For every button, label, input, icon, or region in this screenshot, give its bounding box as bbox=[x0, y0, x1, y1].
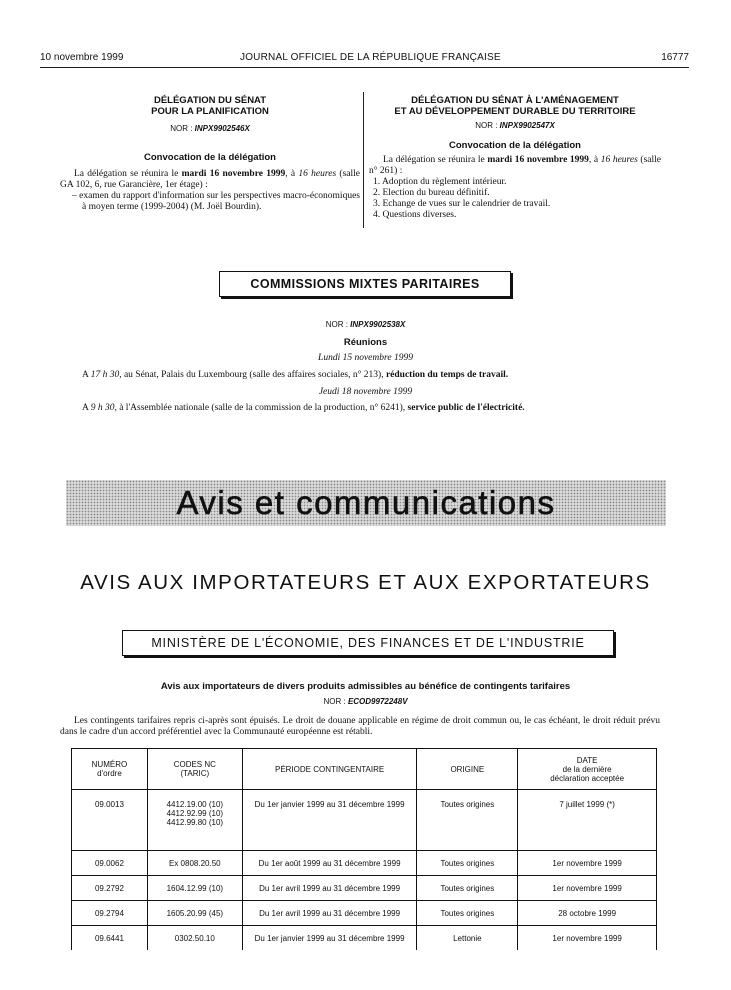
list-item: 4. Questions diverses. bbox=[373, 210, 457, 220]
meeting-date-1: Lundi 15 novembre 1999 bbox=[318, 353, 413, 363]
left-nor: NOR : INPX9902546X bbox=[170, 124, 250, 133]
avis-subtitle: Avis aux importateurs de divers produits admissibles au bénéfice de contingents tarifaires bbox=[160, 681, 571, 692]
right-paragraph: La délégation se réunira le mardi 16 novembre 1999, à 16 heures (salle n° 261) : bbox=[369, 155, 661, 176]
col-date: DATE de la dernière déclaration acceptée bbox=[518, 749, 657, 790]
cell-periode: Du 1er avril 1999 au 31 décembre 1999 bbox=[242, 901, 417, 926]
table-row bbox=[72, 790, 657, 851]
left-paragraph: La délégation se réunira le mardi 16 novembre 1999, à 16 heures (salle GA 102, 6, rue Garancière, 1er étage) : bbox=[60, 169, 361, 190]
cell-periode: Du 1er janvier 1999 au 31 décembre 1999 bbox=[242, 790, 417, 851]
cell-codes: 1604.12.99 (10) bbox=[147, 876, 242, 901]
cell-numero: 09.2792 bbox=[72, 876, 148, 901]
right-title-line1: DÉLÉGATION DU SÉNAT À L'AMÉNAGEMENT bbox=[411, 95, 619, 106]
reunions-heading: Réunions bbox=[343, 337, 388, 348]
cell-codes: Ex 0808.20.50 bbox=[147, 851, 242, 876]
left-convocation: Convocation de la délégation bbox=[144, 152, 276, 163]
cell-origine: Toutes origines bbox=[417, 790, 518, 851]
meeting-date-2: Jeudi 18 novembre 1999 bbox=[318, 387, 413, 397]
cell-periode: Du 1er avril 1999 au 31 décembre 1999 bbox=[242, 876, 417, 901]
col-codes: CODES NC (TARIC) bbox=[147, 749, 242, 790]
cell-date: 1er novembre 1999 bbox=[518, 851, 657, 876]
meeting-2: A 9 h 30, à l'Assemblée nationale (salle de la commission de la production, n° 6241), service public de l'électricité. bbox=[82, 403, 525, 413]
cell-origine: Lettonie bbox=[417, 926, 518, 951]
cell-date: 1er novembre 1999 bbox=[518, 876, 657, 901]
col-origine: ORIGINE bbox=[417, 749, 518, 790]
cell-date: 28 octobre 1999 bbox=[518, 901, 657, 926]
cell-origine: Toutes origines bbox=[417, 876, 518, 901]
ministry-box: MINISTÈRE DE L'ÉCONOMIE, DES FINANCES ET DE L'INDUSTRIE bbox=[122, 630, 614, 656]
list-item: 1. Adoption du règlement intérieur. bbox=[373, 177, 507, 187]
left-agenda-list bbox=[60, 191, 360, 213]
cell-date: 1er novembre 1999 bbox=[518, 926, 657, 951]
table-row bbox=[72, 901, 657, 926]
senate-territory-delegation bbox=[369, 96, 661, 221]
cell-date: 7 juillet 1999 (*) bbox=[518, 790, 657, 851]
cell-codes: 4412.19.00 (10) 4412.92.99 (10) 4412.99.80 (10) bbox=[147, 790, 242, 851]
col-periode: PÉRIODE CONTINGENTAIRE bbox=[242, 749, 417, 790]
page-number: 16777 bbox=[661, 52, 689, 63]
list-item: 3. Echange de vues sur le calendrier de travail. bbox=[373, 199, 551, 209]
right-title-line2: ET AU DÉVELOPPEMENT DURABLE DU TERRITOIRE bbox=[394, 105, 636, 117]
cell-periode: Du 1er janvier 1999 au 31 décembre 1999 bbox=[242, 926, 417, 951]
cell-numero: 09.0062 bbox=[72, 851, 148, 876]
list-item: – examen du rapport d'information sur les perspectives macro-économiques à moyen terme (1999-2004) (M. Joël Bourdin). bbox=[72, 191, 360, 212]
cell-numero: 09.2794 bbox=[72, 901, 148, 926]
cell-numero: 09.6441 bbox=[72, 926, 148, 951]
senate-planning-delegation bbox=[60, 96, 360, 213]
cell-codes: 0302.50.10 bbox=[147, 926, 242, 951]
left-title-line2: POUR LA PLANIFICATION bbox=[151, 105, 269, 117]
meeting-1: A 17 h 30, au Sénat, Palais du Luxembourg (salle des affaires sociales, n° 213), réduction du temps de travail. bbox=[82, 370, 509, 380]
list-item: 2. Election du bureau définitif. bbox=[373, 188, 490, 198]
cell-periode: Du 1er août 1999 au 31 décembre 1999 bbox=[242, 851, 417, 876]
section-banner bbox=[66, 480, 666, 526]
cell-codes: 1605.20.99 (45) bbox=[147, 901, 242, 926]
col-numero: NUMÉRO d'ordre bbox=[72, 749, 148, 790]
table-row bbox=[72, 876, 657, 901]
commissions-nor: NOR : INPX9902538X bbox=[325, 320, 406, 329]
avis-body: Les contingents tarifaires repris ci-après sont épuisés. Le droit de douane applicable en régime de droit commun ou, le cas échéant, le droit réduit prévu dans le cadre d'un accord préférentiel avec la Communauté européenne est rétabli. bbox=[60, 716, 660, 737]
header-rule bbox=[40, 67, 689, 68]
avis-title: AVIS AUX IMPORTATEURS ET AUX EXPORTATEURS bbox=[80, 571, 651, 594]
avis-nor: NOR : ECOD9972248V bbox=[323, 697, 408, 706]
commissions-box-title: COMMISSIONS MIXTES PARITAIRES bbox=[219, 271, 511, 297]
journal-title: JOURNAL OFFICIEL DE LA RÉPUBLIQUE FRANÇAISE bbox=[240, 52, 501, 63]
banner-text: Avis et communications bbox=[176, 484, 556, 521]
table-header-row bbox=[72, 749, 657, 790]
quota-table bbox=[71, 748, 657, 950]
column-separator bbox=[363, 92, 364, 228]
right-agenda-list bbox=[369, 177, 661, 221]
left-title-line1: DÉLÉGATION DU SÉNAT bbox=[153, 95, 267, 106]
table-row bbox=[72, 926, 657, 951]
cell-origine: Toutes origines bbox=[417, 901, 518, 926]
table-row bbox=[72, 851, 657, 876]
right-convocation: Convocation de la délégation bbox=[449, 140, 581, 151]
issue-date: 10 novembre 1999 bbox=[40, 52, 124, 63]
running-header bbox=[40, 52, 689, 68]
cell-origine: Toutes origines bbox=[417, 851, 518, 876]
cell-numero: 09.0013 bbox=[72, 790, 148, 851]
right-nor: NOR : INPX9902547X bbox=[475, 121, 555, 130]
